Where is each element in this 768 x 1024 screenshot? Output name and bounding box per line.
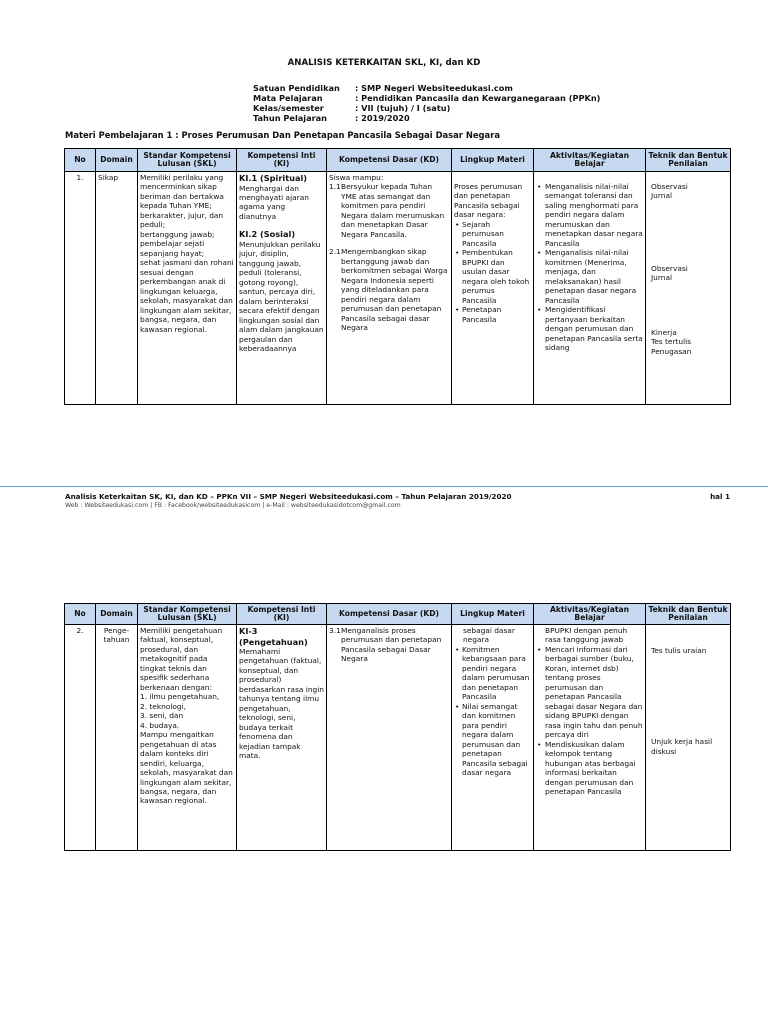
page-number: hal 1 xyxy=(710,492,730,501)
table-row xyxy=(65,172,731,405)
header-domain: Domain xyxy=(96,604,138,625)
teknik-item: Jurnal xyxy=(651,191,673,201)
skl-line: Memiliki perilaku yang mencerminkan sikap beriman dan bertakwa kepada Tuhan YME; xyxy=(140,173,224,211)
skl-line: 3. seni, dan xyxy=(140,711,184,721)
header-lingkup: Lingkup Materi xyxy=(452,604,534,625)
header-kd: Kompetensi Dasar (KD) xyxy=(327,604,452,625)
info-value: : VII (tujuh) / I (satu) xyxy=(355,103,451,113)
ki1-text: Menghargai dan menghayati ajaran agama yang dianutnya xyxy=(239,183,309,221)
teknik-item: Unjuk kerja hasil diskusi xyxy=(651,737,713,756)
aktivitas-cell xyxy=(534,172,646,405)
footer-web: Web : Websiteedukasi.com | FB : Facebook/websiteedukasicom | e-Mail : websiteedukasidotcom@gmail.com xyxy=(65,502,401,509)
info-value: : Pendidikan Pancasila dan Kewarganegaraan (PPKn) xyxy=(355,93,601,103)
teknik-cell xyxy=(646,172,731,405)
row-no: 1. xyxy=(65,172,96,405)
info-row xyxy=(253,113,410,123)
header-aktivitas: Aktivitas/Kegiatan Belajar xyxy=(534,149,646,172)
lingkup-intro: Proses perumusan dan penetapan Pancasila sebagai dasar negara: xyxy=(454,182,523,220)
info-value: : 2019/2020 xyxy=(355,113,410,123)
lingkup-continued: sebagai dasar negara xyxy=(463,626,515,645)
info-label: Satuan Pendidikan xyxy=(253,83,340,93)
footer-divider xyxy=(0,486,768,487)
info-row xyxy=(253,103,450,113)
ki3-text: Memahami pengetahuan (faktual, konseptual, dan prosedural) berdasarkan rasa ingin tahunya tentang ilmu pengetahuan, teknologi, seni, budaya terkait fenomena dan kejadian tampak mata. xyxy=(239,647,324,761)
aktivitas-item: • Mencari informasi dari berbagai sumber (buku, Koran, internet dsb) tentang proses perumusan dan penetapan Pancasila sebagai dasar Negara dan sidang BPUPKI dengan rasa ingin tahu dan penuh percaya diri xyxy=(536,645,643,740)
footer-text: Analisis Keterkaitan SK, KI, dan KD – PPKn VII – SMP Negeri Websiteedukasi.com – Tahun Pelajaran 2019/2020 xyxy=(65,492,512,501)
lingkup-cell xyxy=(452,625,534,851)
header-no: No xyxy=(65,604,96,625)
table-header-row xyxy=(65,604,731,625)
header-ki: Kompetensi Inti (KI) xyxy=(237,149,327,172)
header-kd: Kompetensi Dasar (KD) xyxy=(327,149,452,172)
teknik-item: Observasi xyxy=(651,182,688,191)
aktivitas-cell xyxy=(534,625,646,851)
aktivitas-item: • Mendiskusikan dalam kelompok tentang hubungan atas berbagai informasi berkaitan dengan perumusan dan penetapan Pancasila xyxy=(536,740,643,797)
kd-intro: Siswa mampu: xyxy=(329,173,384,182)
kd-text: Mengembangkan sikap bertanggung jawab dan berkomitmen sebagai Warga Negara Indonesia seperti yang diteladankan para pendiri negara dalam perumusan dan penetapan Pancasila sebagai dasar Negara xyxy=(341,247,448,333)
lingkup-item: • Sejarah perumusan Pancasila xyxy=(454,220,531,248)
page-footer xyxy=(65,492,730,501)
teknik-item: Jurnal xyxy=(651,273,673,283)
row-domain: Sikap xyxy=(96,172,138,405)
lingkup-item: • Pembentukan BPUPKI dan usulan dasar negara oleh tokoh perumus Pancasila xyxy=(454,248,531,305)
info-label: Mata Pelajaran xyxy=(253,93,323,103)
analysis-table-2 xyxy=(64,603,731,851)
kd-number: 2.1 xyxy=(329,247,341,257)
ki1-title: KI.1 (Spiritual) xyxy=(239,173,308,183)
analysis-table-1 xyxy=(64,148,731,405)
info-row xyxy=(253,83,513,93)
lingkup-item: • Penetapan Pancasila xyxy=(454,305,531,324)
lingkup-item: • Komitmen kebangsaan para pendiri negara dalam perumusan dan penetapan Pancasila xyxy=(454,645,531,702)
info-label: Tahun Pelajaran xyxy=(253,113,327,123)
kd-text: Menganalisis proses perumusan dan penetapan Pancasila sebagai Dasar Negara xyxy=(341,626,442,664)
teknik-item: Kinerja xyxy=(651,327,677,337)
kd-number: 1.1 xyxy=(329,182,341,192)
kd-text: Bersyukur kepada Tuhan YME atas semangat dan komitmen para pendiri Negara dalam merumuskan dan menetapkan Dasar Negara Pancasila. xyxy=(341,182,445,239)
skl-line: 1. ilmu pengetahuan, xyxy=(140,692,220,702)
aktivitas-item: • Menganalisis nilai-nilai semangat toleransi dan saling menghormati para pendiri negara dalam merumuskan dan menetapkan dasar negara Pancasila xyxy=(536,182,643,248)
doc-title: ANALISIS KETERKAITAN SKL, KI, dan KD xyxy=(287,58,481,68)
header-skl: Standar Kompetensi Lulusan (SKL) xyxy=(138,149,237,172)
table-row xyxy=(65,625,731,851)
header-skl: Standar Kompetensi Lulusan (SKL) xyxy=(138,604,237,625)
skl-line: 2. teknologi, xyxy=(140,701,187,711)
skl-cell xyxy=(138,172,237,405)
row-no: 2. xyxy=(65,625,96,851)
teknik-item: Penugasan xyxy=(651,346,692,356)
ki3-title: KI-3 (Pengetahuan) xyxy=(239,626,308,647)
kd-cell xyxy=(327,625,452,851)
ki2-text: Menunjukkan perilaku jujur, disiplin, tanggung jawab, peduli (toleransi, gotong royong), santun, percaya diri, dalam berinteraksi secara efektif dengan lingkungan sosial dan alam dalam jangkauan pergaulan dan keberadaannya xyxy=(239,239,324,354)
kd-item xyxy=(329,626,449,664)
skl-line: Mampu mengaitkan pengetahuan di atas dalam konteks diri sendiri, keluarga, sekolah, masyarakat dan lingkungan alam sekitar, bangsa, negara, dan kawasan regional. xyxy=(140,730,233,806)
lingkup-item: • Nilai semangat dan komitmen para pendiri negara dalam perumusan dan penetapan Pancasila sebagai dasar negara xyxy=(454,702,531,778)
kd-item xyxy=(329,247,449,332)
table-header-row xyxy=(65,149,731,172)
skl-line: berkarakter, jujur, dan peduli; xyxy=(140,210,224,230)
skl-line: 4. budaya. xyxy=(140,720,180,730)
header-no: No xyxy=(65,149,96,172)
kd-item xyxy=(329,182,449,239)
aktivitas-continued: BPUPKI dengan penuh rasa tanggung jawab xyxy=(545,626,628,645)
header-teknik: Teknik dan Bentuk Penilaian xyxy=(646,149,731,172)
teknik-item: Tes tulis uraian xyxy=(651,646,707,655)
teknik-item: Observasi xyxy=(651,263,688,273)
aktivitas-item: • Menganalisis nilai-nilai komitmen (Menerima, menjaga, dan melaksanakan) hasil penetapan dasar negara Pancasila xyxy=(536,248,643,305)
header-aktivitas: Aktivitas/Kegiatan Belajar xyxy=(534,604,646,625)
kd-cell xyxy=(327,172,452,405)
aktivitas-item: • Mengidentifikasi pertanyaan berkaitan dengan perumusan dan penetapan Pancasila serta sidang xyxy=(536,305,643,352)
kd-number: 3.1 xyxy=(329,626,341,635)
header-ki: Kompetensi Inti (KI) xyxy=(237,604,327,625)
teknik-item: Tes tertulis xyxy=(651,337,692,347)
header-domain: Domain xyxy=(96,149,138,172)
skl-line: bertanggung jawab; xyxy=(140,229,215,239)
skl-cell xyxy=(138,625,237,851)
materi-heading: Materi Pembelajaran 1 : Proses Perumusan Dan Penetapan Pancasila Sebagai Dasar Negara xyxy=(65,130,500,140)
skl-line: Memiliki pengetahuan faktual, konseptual, prosedural, dan metakognitif pada tingkat teknis dan spesifik sederhana berkenaan dengan: xyxy=(140,626,223,692)
skl-line: pembelajar sejati sepanjang hayat; xyxy=(140,239,205,258)
teknik-cell xyxy=(646,625,731,851)
lingkup-cell xyxy=(452,172,534,405)
ki2-title: KI.2 (Sosial) xyxy=(239,229,296,240)
info-value: : SMP Negeri Websiteedukasi.com xyxy=(355,83,513,93)
ki-cell xyxy=(237,625,327,851)
row-domain: Penge-tahuan xyxy=(96,625,138,851)
skl-line: sehat jasmani dan rohani sesuai dengan perkembangan anak di lingkungan keluarga, sekolah, masyarakat dan lingkungan alam sekitar, bangsa, negara, dan kawasan regional. xyxy=(140,258,234,334)
header-teknik: Teknik dan Bentuk Penilaian xyxy=(646,604,731,625)
ki-cell xyxy=(237,172,327,405)
info-row xyxy=(253,93,600,103)
header-lingkup: Lingkup Materi xyxy=(452,149,534,172)
info-label: Kelas/semester xyxy=(253,103,324,113)
